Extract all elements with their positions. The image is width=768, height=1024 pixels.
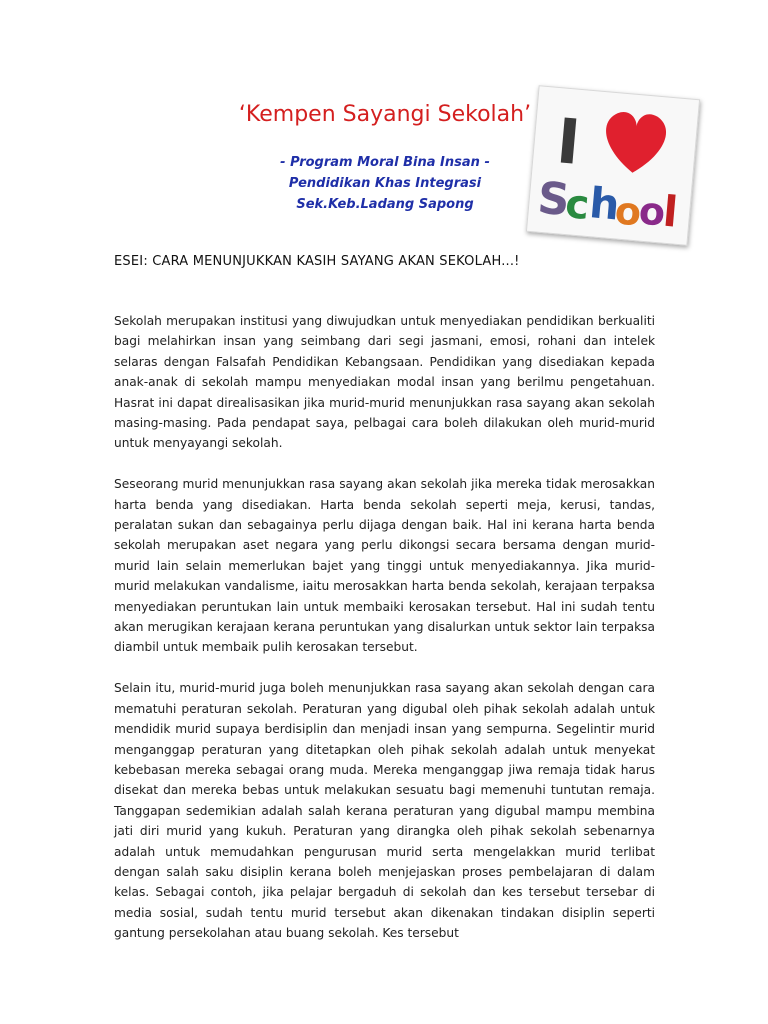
- subtitle-program: - Program Moral Bina Insan -: [280, 155, 490, 170]
- logo-letter-h: h: [587, 178, 622, 230]
- logo-artwork: [527, 86, 699, 244]
- paragraph-rules: Selain itu, murid-murid juga boleh menunjukkan rasa sayang akan sekolah dengan cara mematuhi peraturan sekolah. Peraturan yang digubal oleh pihak sekolah adalah untuk mendidik murid supaya berdisiplin dan menjadi insan yang sempurna. Segelintir murid menganggap peraturan yang ditetapkan oleh pihak sekolah adalah untuk menyekat kebebasan mereka sebagai orang muda. Mereka menganggap jiwa remaja tidak harus disekat dan mereka bebas untuk melakukan sesuatu bagi memenuhi tuntutan remaja. Tanggapan sedemikian adalah salah kerana peraturan yang digubal mampu membina jati diri murid yang kukuh. Peraturan yang dirangka oleh pihak sekolah sebenarnya adalah untuk memudahkan pengurusan murid serta mengelakkan murid terlibat dengan salah saku disiplin kerana boleh menjejaskan proses pembelajaran di dalam kelas. Sebagai contoh, jika pelajar bergaduh di sekolah dan kes tersebut tersebar di media sosial, sudah tentu murid tersebut akan dikenakan tindakan disiplin seperti gantung persekolahan atau buang sekolah. Kes tersebut: [114, 681, 655, 941]
- logo-letter-o2: o: [637, 188, 668, 235]
- logo-letter-c: c: [563, 181, 592, 229]
- logo-letter-s: S: [535, 172, 572, 227]
- essay-heading: ESEI: CARA MENUNJUKKAN KASIH SAYANG AKAN SEKOLAH...!: [114, 254, 520, 269]
- i-love-school-logo: [526, 85, 700, 246]
- heart-icon: [603, 111, 668, 176]
- logo-letter-l: l: [661, 186, 680, 237]
- paragraph-property: Seseorang murid menunjukkan rasa sayang akan sekolah jika mereka tidak merosakkan harta benda yang disediakan. Harta benda sekolah seperti meja, kerusi, tandas, peralatan sukan dan sebagainya perlu dijaga dengan baik. Hal ini kerana harta benda sekolah merupakan aset negara yang perlu dikongsi secara bersama dengan murid-murid lain selain memerlukan bajet yang tinggi untuk menyediakannya. Jika murid-murid melakukan vandalisme, iaitu merosakkan harta benda sekolah, kerajaan terpaksa menyediakan peruntukan lain untuk membaiki kerosakan tersebut. Hal ini sudah tentu akan merugikan kerajaan kerana peruntukan yang disalurkan untuk sektor lain terpaksa diambil untuk membaik pulih kerosakan tersebut.: [114, 477, 655, 655]
- logo-letter-o1: o: [613, 188, 644, 235]
- paragraph-intro: Sekolah merupakan institusi yang diwujudkan untuk menyediakan pendidikan berkualiti bagi melahirkan insan yang seimbang dari segi jasmani, emosi, rohani dan intelek selaras dengan Falsafah Pendidikan Kebangsaan. Pendidikan yang disediakan kepada anak-anak di sekolah mampu menyediakan modal insan yang berilmu pengetahuan. Hasrat ini dapat direalisasikan jika murid-murid menunjukkan rasa sayang akan sekolah masing-masing. Pada pendapat saya, pelbagai cara boleh dilakukan oleh murid-murid untuk menyayangi sekolah.: [114, 314, 655, 451]
- subtitle-department: Pendidikan Khas Integrasi: [288, 176, 482, 191]
- subtitle-school: Sek.Keb.Ladang Sapong: [296, 197, 474, 212]
- logo-letter-i: I: [553, 104, 584, 179]
- document-title: ‘Kempen Sayangi Sekolah’: [238, 102, 532, 127]
- essay-body: [114, 311, 655, 944]
- logo-word-school: [535, 173, 679, 238]
